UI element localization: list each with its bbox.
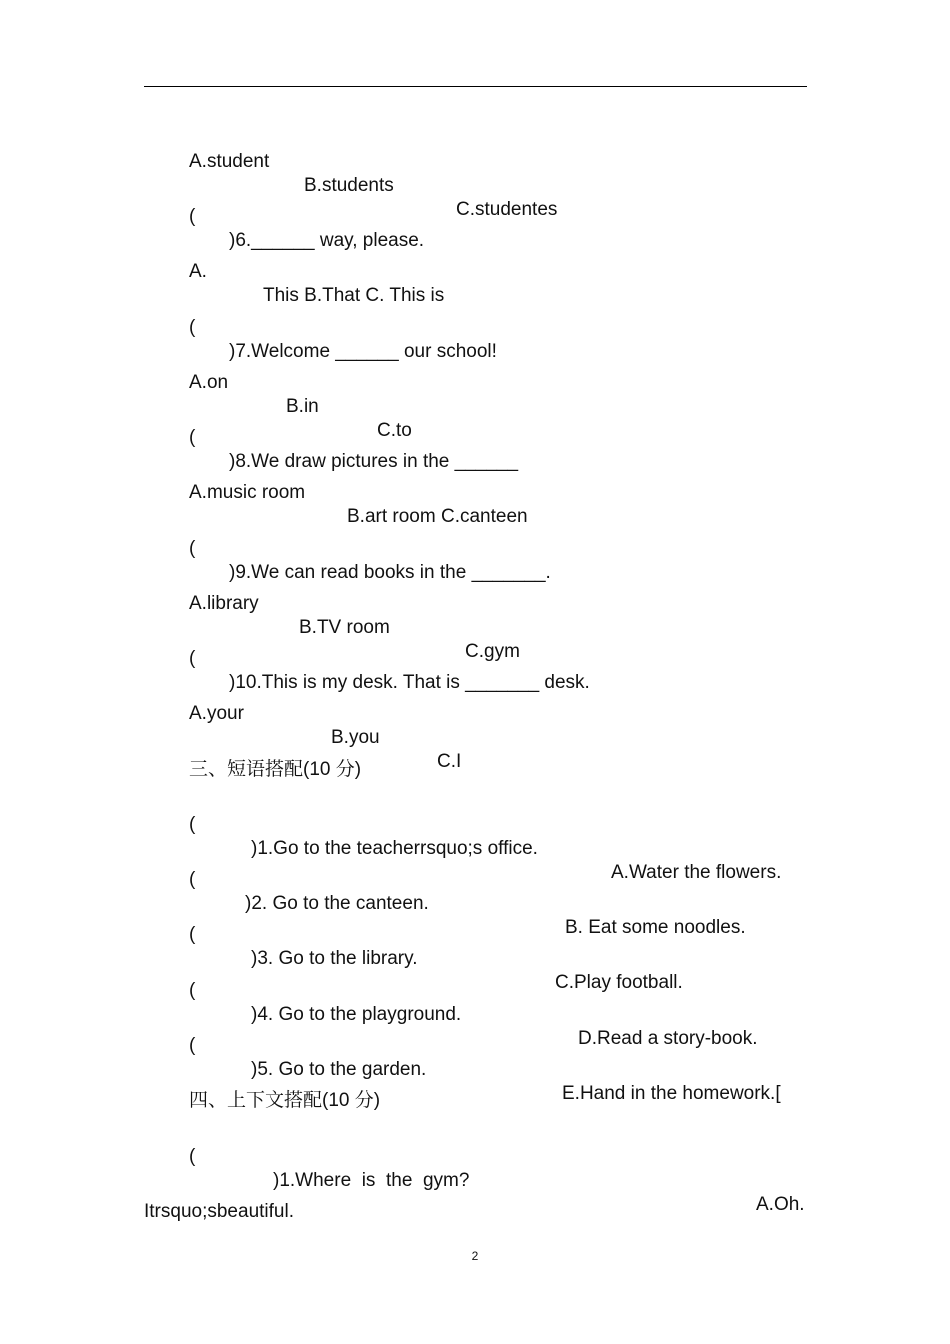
phrase-text: )5. Go to the garden. [251, 1059, 427, 1080]
answer-bracket-open: ( [189, 206, 196, 227]
answer-bracket-open: ( [189, 1035, 196, 1056]
question-text: )6.______ way, please. [229, 230, 425, 251]
option-b: B.you [331, 727, 380, 748]
phrase-text: )3. Go to the library. [251, 948, 418, 969]
option-b: B.students [304, 175, 394, 196]
option-c: C.studentes [456, 199, 558, 220]
question-text: )8.We draw pictures in the ______ [229, 451, 519, 472]
answer-bracket-open: ( [189, 1146, 196, 1167]
question-text: )7.Welcome ______ our school! [229, 341, 497, 362]
answer-bracket-open: ( [189, 317, 196, 338]
question-text: )1.Where is the gym? [273, 1170, 470, 1191]
phrase-text: )2. Go to the canteen. [245, 893, 429, 914]
option-b: B.art room C.canteen [347, 506, 528, 527]
option-a: A.your [189, 703, 244, 724]
phrase-text: )4. Go to the playground. [251, 1004, 462, 1025]
option-c: C.I [437, 751, 462, 772]
answer-bracket-open: ( [189, 869, 196, 890]
answer-bracket-open: ( [189, 924, 196, 945]
option-b: B.TV room [299, 617, 390, 638]
option-a: A. [189, 261, 207, 282]
option-c: C.to [377, 420, 412, 441]
header-rule [144, 86, 807, 87]
section-title: 四、上下文搭配(10 分) [189, 1090, 381, 1111]
option-a: A.on [189, 372, 229, 393]
option-c: C.gym [465, 641, 520, 662]
continuation-line [0, 1176, 294, 1224]
option-a: A.student [189, 151, 270, 172]
section-title: 三、短语搭配(10 分) [189, 759, 362, 780]
answer-bracket-open: ( [189, 980, 196, 1001]
question-text: )9.We can read books in the _______. [229, 562, 551, 583]
match-option: C.Play football. [555, 972, 683, 993]
answer-bracket-open: ( [189, 648, 196, 669]
phrase-text: )1.Go to the teacherrsquo;s office. [251, 838, 538, 859]
answer-bracket-open: ( [189, 538, 196, 559]
match-option: B. Eat some noodles. [565, 917, 746, 938]
answer-bracket-open: ( [189, 814, 196, 835]
match-option: D.Read a story-book. [578, 1028, 758, 1049]
option-a: A.library [189, 593, 259, 614]
answer-bracket-open: ( [189, 427, 196, 448]
match-option: E.Hand in the homework.[ [562, 1083, 781, 1104]
option-b: B.in [286, 396, 319, 417]
option-text: This B.That C. This is [263, 285, 445, 306]
page-number: 2 [471, 1249, 479, 1263]
match-option: A.Oh. [756, 1194, 805, 1215]
continuation-text: Itrsquo;sbeautiful. [144, 1201, 294, 1222]
match-option: A.Water the flowers. [611, 862, 782, 883]
section-heading [0, 734, 362, 782]
option-a: A.music room [189, 482, 306, 503]
question-text: )10.This is my desk. That is _______ desk. [229, 672, 590, 693]
